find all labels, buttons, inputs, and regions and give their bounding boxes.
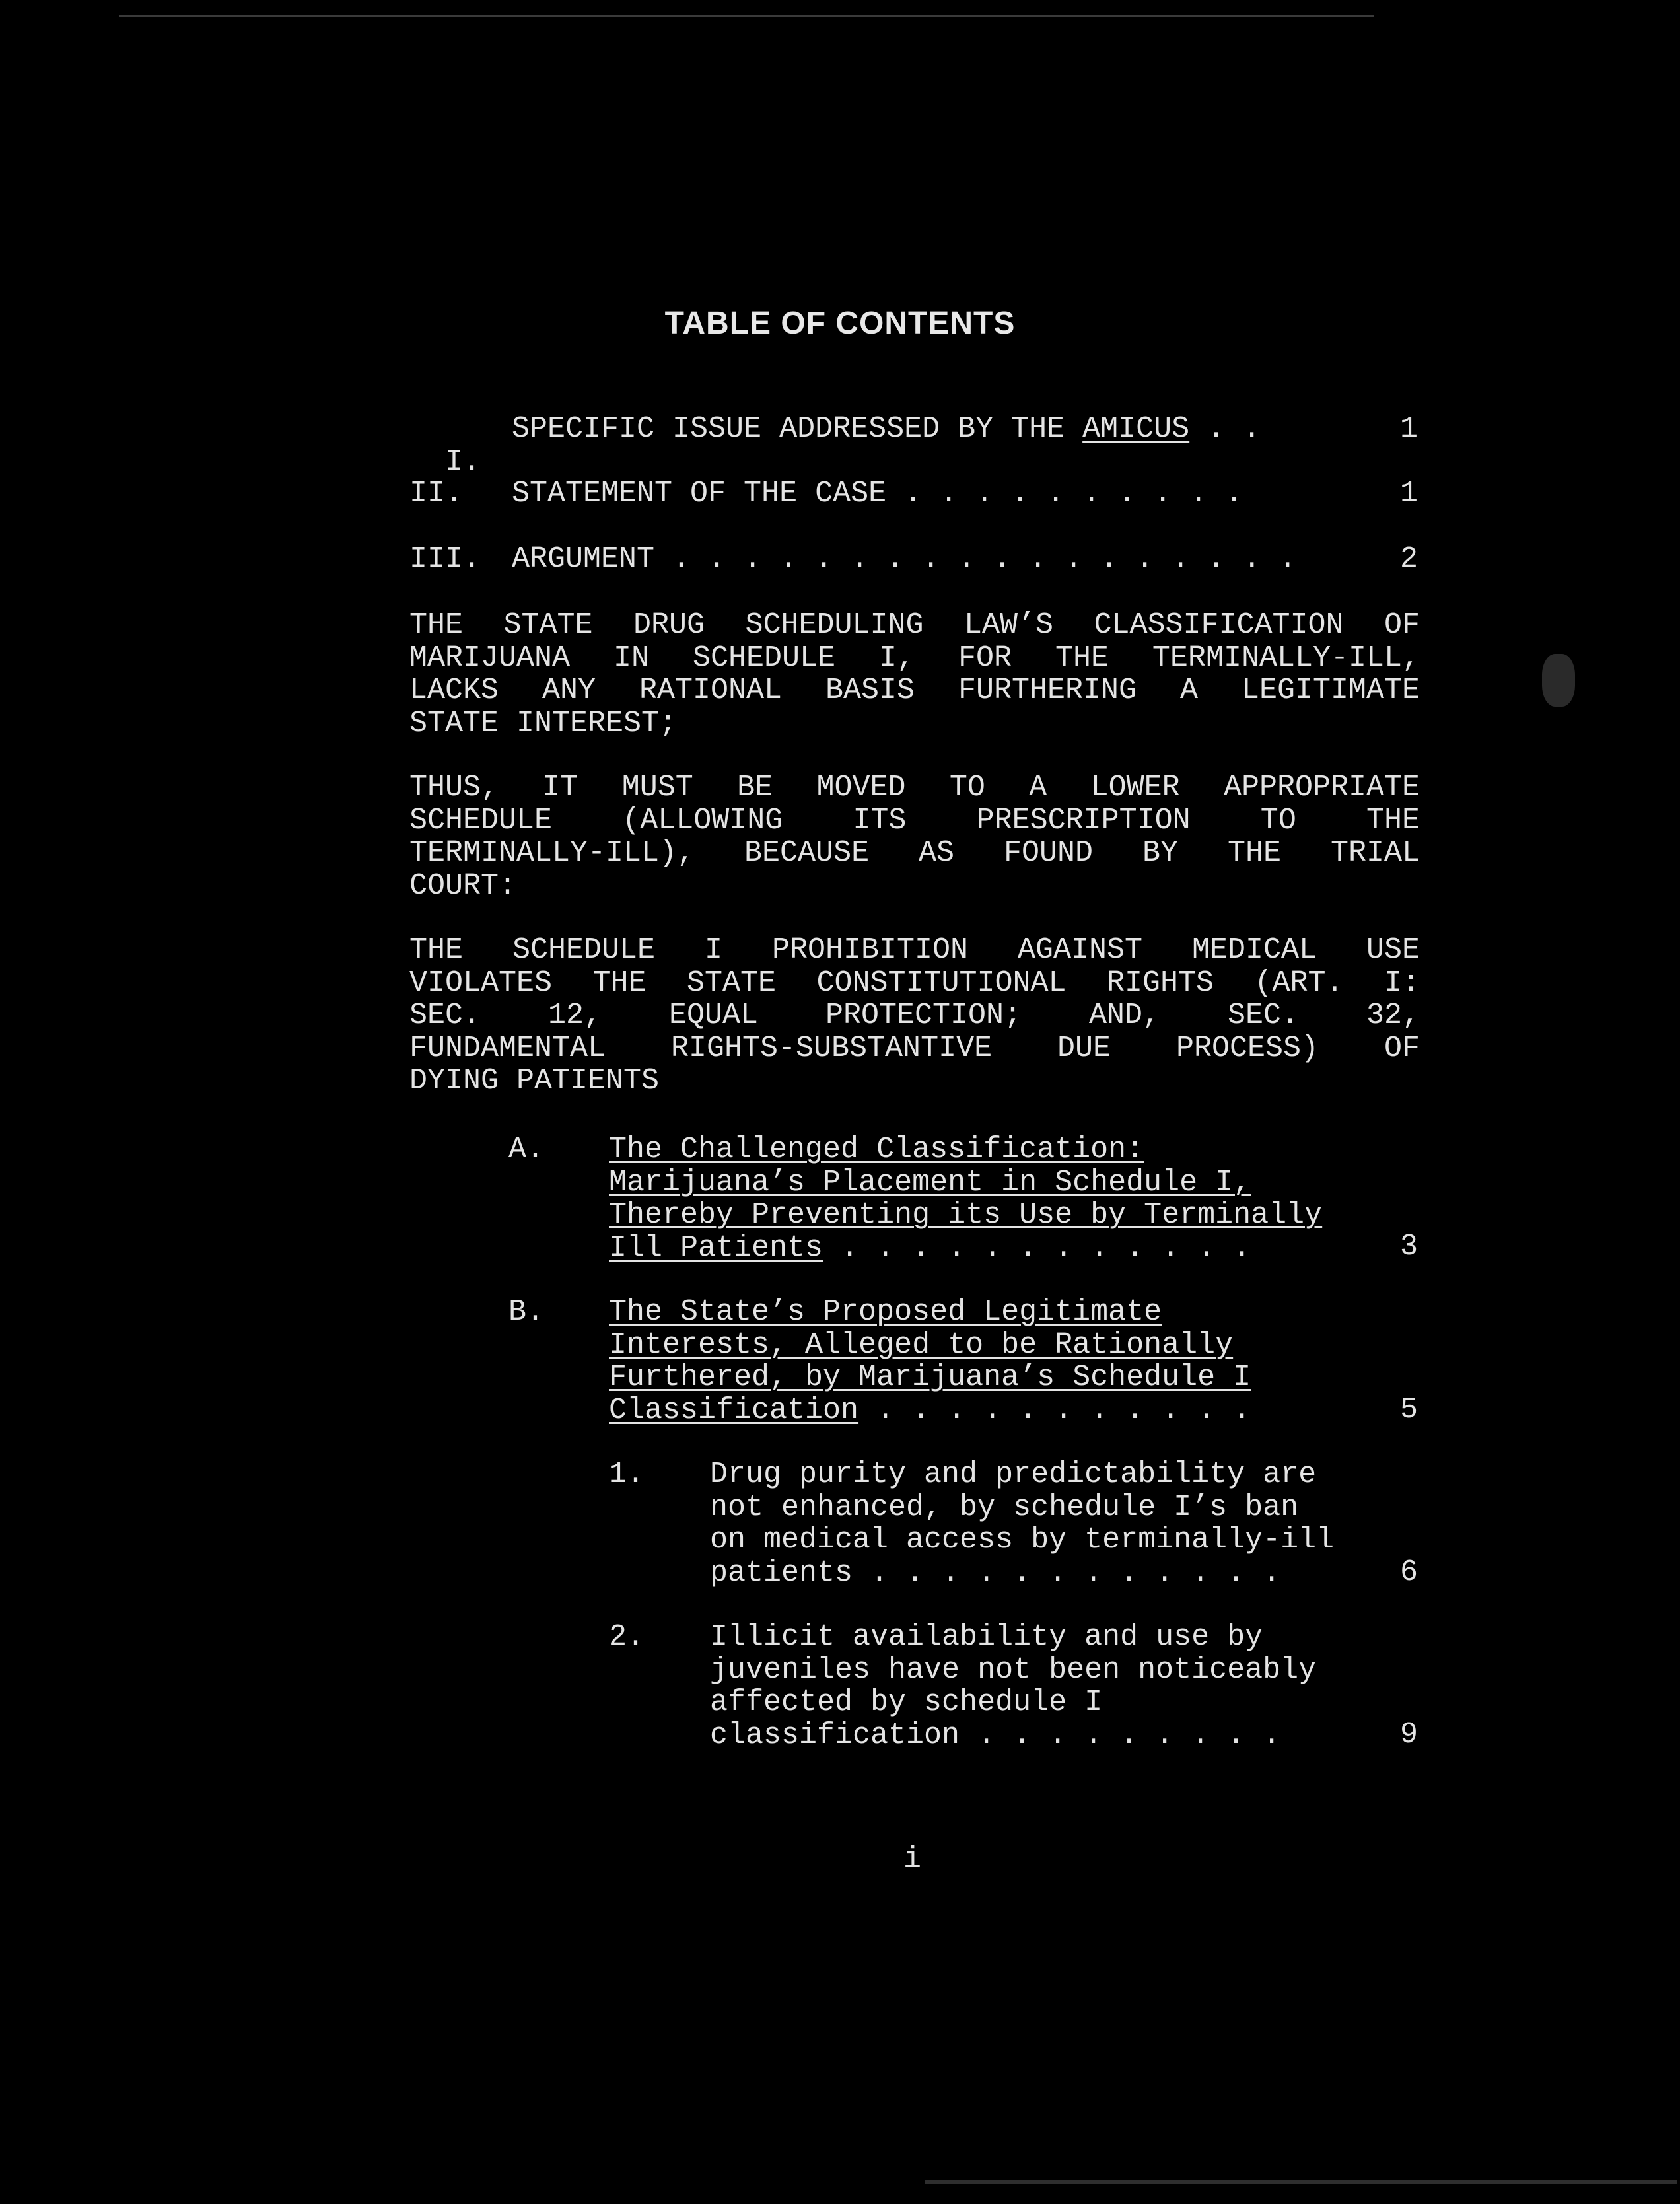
scan-noise-top	[119, 15, 1374, 17]
toc-number-b1: 1.	[609, 1458, 645, 1491]
toc-page-a: 3	[1400, 1230, 1418, 1263]
toc-label-line: Thereby Preventing its Use by Terminally	[609, 1198, 1323, 1232]
heading-line: THE SCHEDULE I PROHIBITION AGAINST MEDICAL USE	[409, 933, 1420, 967]
scan-noise-bottom	[925, 2180, 1677, 2184]
heading-line: THUS, IT MUST BE MOVED TO A LOWER APPROPRIATE	[409, 771, 1420, 804]
toc-entry-ii[interactable]	[512, 478, 1261, 511]
toc-label-line: Marijuana’s Placement in Schedule I,	[609, 1165, 1251, 1199]
toc-label-line: classification	[710, 1718, 960, 1752]
toc-entry-a[interactable]	[609, 1133, 1322, 1264]
toc-page-b1: 6	[1400, 1555, 1418, 1589]
toc-number-a: A.	[508, 1133, 545, 1166]
toc-page-b: 5	[1400, 1393, 1418, 1427]
heading-line: COURT:	[409, 869, 517, 903]
toc-number-b2: 2.	[609, 1620, 645, 1654]
toc-number-ii: II.	[409, 477, 464, 511]
heading-line: STATE INTEREST;	[409, 706, 678, 740]
heading-line: FUNDAMENTAL RIGHTS-SUBSTANTIVE DUE PROCESS) OF	[409, 1031, 1420, 1065]
toc-page-b2: 9	[1400, 1718, 1418, 1752]
heading-line: TERMINALLY-ILL), BECAUSE AS FOUND BY THE TRIAL	[409, 836, 1420, 870]
toc-label: ARGUMENT	[512, 542, 655, 576]
heading-line: MARIJUANA IN SCHEDULE I, FOR THE TERMINALLY-ILL,	[409, 641, 1420, 675]
toc-label: STATEMENT OF THE CASE	[512, 477, 887, 511]
argument-heading-3	[409, 934, 1420, 1098]
argument-heading-1	[409, 609, 1420, 740]
toc-label-line: juveniles have not been noticeably	[710, 1653, 1317, 1687]
page-title: TABLE OF CONTENTS	[664, 306, 1016, 341]
toc-number-b: B.	[508, 1295, 545, 1329]
heading-line: DYING PATIENTS	[409, 1064, 660, 1098]
leader-dots: . . . . . . . . . . . .	[823, 1230, 1269, 1265]
leader-dots: . .	[1189, 412, 1279, 446]
leader-dots: . . . . . . . . . . . .	[853, 1555, 1299, 1590]
toc-page-ii: 1	[1400, 477, 1418, 511]
heading-line: THE STATE DRUG SCHEDULING LAW’S CLASSIFICATION OF	[409, 608, 1420, 642]
argument-heading-2	[409, 771, 1420, 902]
toc-entry-i-label	[512, 413, 1278, 446]
toc-label-line: patients	[710, 1555, 853, 1590]
toc-label-line: not enhanced, by schedule I’s ban	[710, 1490, 1299, 1524]
toc-label-line: The State’s Proposed Legitimate	[609, 1295, 1162, 1329]
heading-line: LACKS ANY RATIONAL BASIS FURTHERING A LEGITIMATE	[409, 674, 1420, 707]
toc-label-line: The Challenged Classification:	[609, 1133, 1144, 1166]
toc-entry-b2[interactable]	[710, 1621, 1316, 1752]
toc-label-line: Illicit availability and use by	[710, 1620, 1263, 1654]
toc-label-line: Furthered, by Marijuana’s Schedule I	[609, 1361, 1251, 1394]
toc-label-line: Ill Patients	[609, 1230, 823, 1265]
toc-entry-b1[interactable]	[710, 1458, 1334, 1589]
heading-line: VIOLATES THE STATE CONSTITUTIONAL RIGHTS (ART. I:	[409, 966, 1420, 1000]
leader-dots: . . . . . . . . .	[960, 1718, 1299, 1752]
toc-label-line: Classification	[609, 1393, 859, 1427]
toc-entry-b[interactable]	[609, 1296, 1269, 1427]
leader-dots: . . . . . . . . . .	[886, 477, 1261, 511]
toc-number: I.	[445, 445, 481, 479]
toc-label: SPECIFIC ISSUE ADDRESSED BY THE	[512, 412, 1083, 446]
toc-label-underlined: AMICUS	[1082, 412, 1190, 446]
toc-number-iii: III.	[409, 542, 481, 576]
toc-entry-iii[interactable]	[512, 543, 1314, 576]
page-number: i	[903, 1843, 922, 1876]
leader-dots: . . . . . . . . . . . . . . . . . .	[654, 542, 1315, 576]
heading-line: SEC. 12, EQUAL PROTECTION; AND, SEC. 32,	[409, 999, 1420, 1032]
toc-label-line: on medical access by terminally-ill	[710, 1523, 1335, 1557]
toc-label-line: Drug purity and predictability are	[710, 1458, 1317, 1491]
leader-dots: . . . . . . . . . . .	[858, 1393, 1269, 1427]
toc-page-iii: 2	[1400, 542, 1418, 576]
toc-page-i: 1	[1400, 412, 1418, 446]
toc-label-line: affected by schedule I	[710, 1686, 1103, 1719]
toc-label-line: Interests, Alleged to be Rationally	[609, 1328, 1234, 1362]
heading-line: SCHEDULE (ALLOWING ITS PRESCRIPTION TO THE	[409, 803, 1420, 837]
scan-speck-right	[1542, 654, 1575, 707]
